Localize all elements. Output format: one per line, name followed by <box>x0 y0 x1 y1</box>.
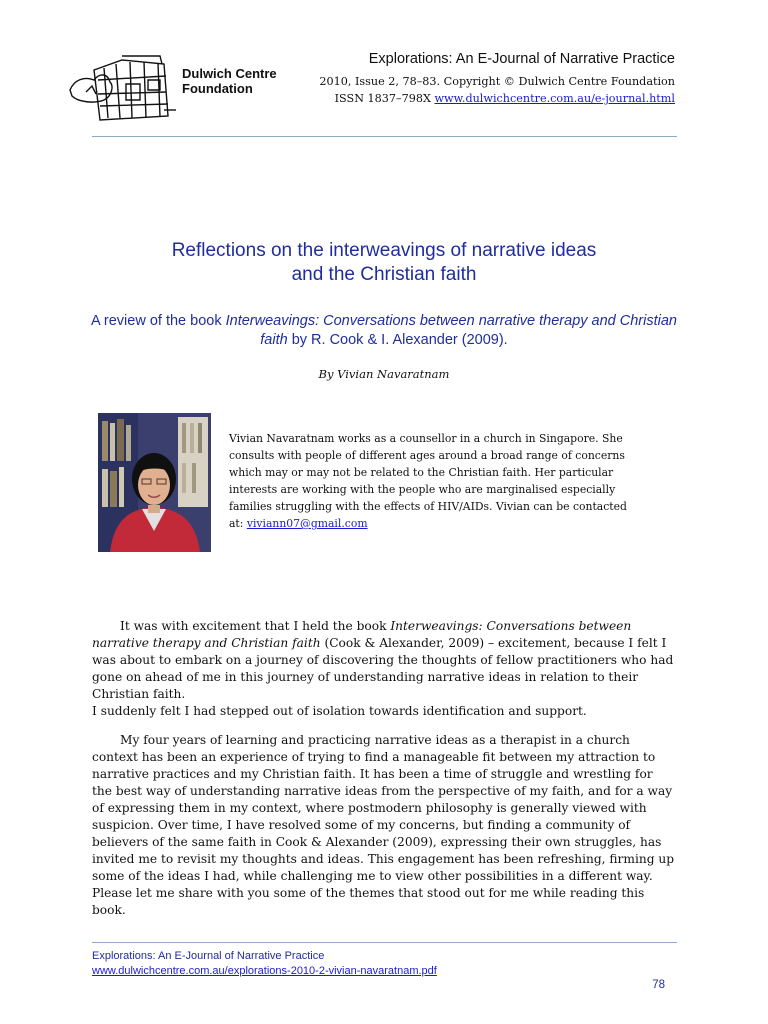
article-body <box>92 618 676 931</box>
subtitle-prefix: A review of the book <box>91 313 226 329</box>
author-portrait-icon <box>98 413 211 552</box>
issn: ISSN 1837–798X <box>334 92 431 105</box>
p1-text-c: I suddenly felt I had stepped out of isolation towards identification and support. <box>92 704 587 718</box>
subtitle-suffix: by R. Cook & I. Alexander (2009). <box>287 332 508 348</box>
author-email-link[interactable]: viviann07@gmail.com <box>246 517 368 530</box>
p1-text-b: (Cook & Alexander, 2009) – excitement, because I felt I was about to embark on a journey of discovering the thoughts of fellow practitioners who had gone on ahead of me in this journey of understanding narrative ideas in relation to their Christian faith. <box>92 636 674 701</box>
p1-text-a: It was with excitement that I held the book <box>120 619 391 633</box>
footer-journal-title: Explorations: An E-Journal of Narrative Practice <box>92 950 325 962</box>
byline: By Vivian Navaratnam <box>318 367 450 381</box>
paragraph-2 <box>92 732 676 919</box>
author-photo <box>98 413 211 552</box>
page-number: 78 <box>652 979 665 991</box>
subtitle-book: Interweavings: Conversations between narrative therapy and Christian faith <box>225 313 677 348</box>
footer-article-link[interactable]: www.dulwichcentre.com.au/explorations-2010-2-vivian-navaratnam.pdf <box>92 965 437 977</box>
article-subtitle <box>84 312 684 350</box>
header-divider <box>92 136 677 137</box>
p1-book-title: Interweavings: Conversations between narrative therapy and Christian faith <box>92 619 632 650</box>
journal-meta <box>319 73 675 107</box>
logo-line-1: Dulwich Centre <box>182 66 277 81</box>
logo-wordmark <box>182 66 277 96</box>
author-bio <box>229 430 634 532</box>
title-line-2: and the Christian faith <box>291 264 477 285</box>
footer-divider <box>92 942 677 943</box>
paragraph-1 <box>92 618 676 720</box>
journal-link[interactable]: www.dulwichcentre.com.au/e-journal.html <box>434 92 675 105</box>
issue-line: 2010, Issue 2, 78–83. Copyright © Dulwich Centre Foundation <box>319 75 675 88</box>
foundation-logo <box>64 50 300 122</box>
issn-line <box>319 90 675 107</box>
bio-text: Vivian Navaratnam works as a counsellor in a church in Singapore. She consults with people of different ages around a broad range of concerns which may or may not be related to the Christian faith. Her particular interests are working with the people who are marginalised especially families struggling with the effects of HIV/AIDs. Vivian can be contacted at: <box>229 432 627 530</box>
p2-text: My four years of learning and practicing narrative ideas as a therapist in a church context has been an experience of trying to find a manageable fit between my attraction to narrative practices and my Christian faith. It has been a time of struggle and wrestling for the best way of understanding narrative ideas from the perspective of my faith, and for a way of expressing them in my context, where postmodern philosophy is generally viewed with suspicion. Over time, I have resolved some of my concerns, but finding a community of believers of the same faith in Cook & Alexander (2009), expressing their own struggles, has invited me to revisit my thoughts and ideas. This engagement has been refreshing, firming up some of the ideas I had, while challenging me to view other possibilities in a different way. Please let me share with you some of the themes that stood out for me while reading this book. <box>92 733 675 917</box>
logo-line-2: Foundation <box>182 81 253 96</box>
article-title <box>84 239 684 287</box>
title-line-1: Reflections on the interweavings of narrative ideas <box>171 240 597 261</box>
journal-title: Explorations: An E-Journal of Narrative Practice <box>368 51 675 67</box>
